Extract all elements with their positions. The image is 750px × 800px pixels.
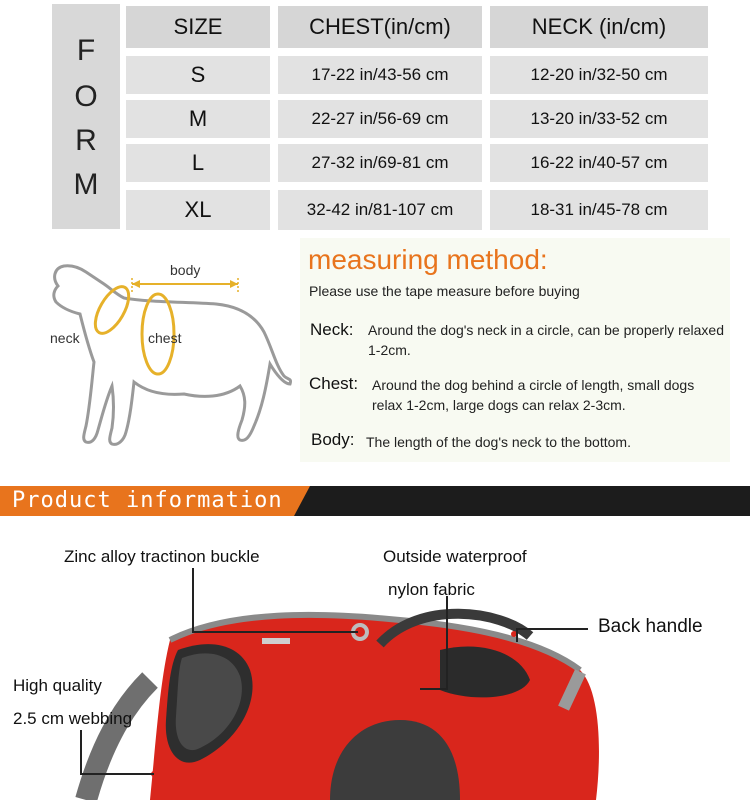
table-cell-size: M [126,100,270,138]
callout-line [420,688,448,690]
callout-line [192,631,358,633]
dog-outline-icon [40,250,300,460]
table-cell-chest: 27-32 in/69-81 cm [278,144,482,182]
chest-key: Chest: [309,374,359,393]
measuring-method-subtitle: Please use the tape measure before buying [309,283,580,299]
callout-line [192,568,194,632]
table-cell-size: XL [126,190,270,230]
neck-key: Neck: [310,320,354,339]
table-cell-size: S [126,56,270,94]
form-letter: M [73,168,99,201]
callout-line [80,730,82,774]
form-letter: O [74,80,98,113]
table-cell-chest: 22-27 in/56-69 cm [278,100,482,138]
table-cell-neck: 13-20 in/33-52 cm [490,100,708,138]
measuring-method-title: measuring method: [308,244,548,275]
webbing-callout-line2: 2.5 cm webbing [13,709,133,728]
neck-instruction: Around the dog's neck in a circle, can be properly relaxed 1-2cm. [368,322,724,358]
callout-line [516,628,588,630]
buckle-callout: Zinc alloy tractinon buckle [64,547,260,566]
form-side-label [52,4,120,229]
table-cell-neck: 12-20 in/32-50 cm [490,56,708,94]
chest-instruction: Around the dog behind a circle of length, small dogs relax 1-2cm, large dogs can relax 2-3cm. [372,377,695,413]
table-cell-neck: 16-22 in/40-57 cm [490,144,708,182]
dog-measurement-diagram [40,250,300,460]
table-cell-neck: 18-31 in/45-78 cm [490,190,708,230]
callout-line [446,596,448,688]
product-info-title: Product information [12,488,283,513]
waterproof-callout-line2: nylon fabric [388,580,475,599]
table-cell-size: L [126,144,270,182]
form-letter: F [76,34,96,67]
neck-label: neck [50,330,80,346]
table-header-chest: CHEST(in/cm) [278,6,482,48]
callout-line [80,773,154,775]
form-letter: R [75,124,97,157]
body-label: body [170,262,201,278]
table-header-neck: NECK (in/cm) [490,6,708,48]
webbing-callout-line1: High quality [13,676,102,695]
table-cell-chest: 32-42 in/81-107 cm [278,190,482,230]
chest-label: chest [148,330,182,346]
body-key: Body: [311,430,355,449]
callout-line [516,628,518,642]
table-cell-chest: 17-22 in/43-56 cm [278,56,482,94]
handle-callout: Back handle [598,616,703,637]
table-header-size: SIZE [126,6,270,48]
body-instruction: The length of the dog's neck to the bottom. [366,434,631,450]
waterproof-callout-line1: Outside waterproof [383,547,527,566]
